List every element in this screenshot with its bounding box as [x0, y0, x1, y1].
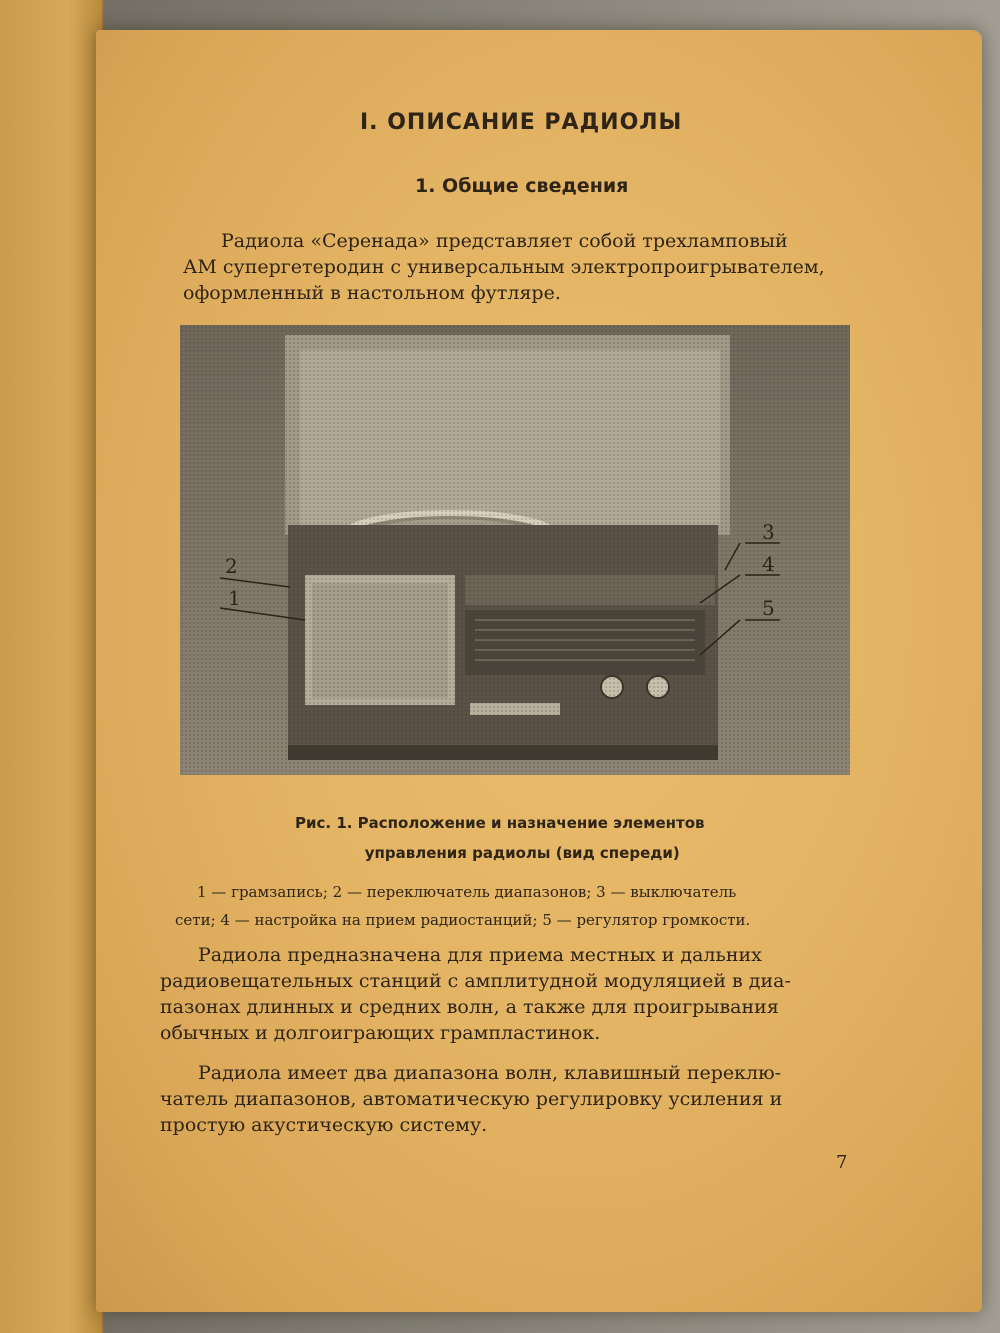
- intro-line: АМ супергетеродин с универсальным электропроигрывателем,: [183, 256, 825, 278]
- body-paragraph-1-line: Радиола предназначена для приема местных и дальних: [198, 944, 762, 966]
- body-paragraph-2-line: чатель диапазонов, автоматическую регулировку усиления и: [160, 1088, 783, 1110]
- body-paragraph-1-line: пазонах длинных и средних волн, а также для проигрывания: [160, 996, 779, 1018]
- radiogram-photo: [180, 325, 850, 775]
- callout-label-3: 3: [762, 520, 775, 544]
- callout-label-2: 2: [225, 554, 238, 578]
- body-paragraph-2-line: Радиола имеет два диапазона волн, клавишный переклю-: [198, 1062, 782, 1084]
- body-paragraph-1-line: обычных и долгоиграющих грампластинок.: [160, 1022, 601, 1044]
- callout-label-4: 4: [762, 552, 775, 576]
- radiogram-photo-drawing: [180, 325, 850, 775]
- figure-caption: [295, 808, 705, 868]
- subsection-title: 1. Общие сведения: [415, 175, 629, 197]
- intro-line: оформленный в настольном футляре.: [183, 282, 561, 304]
- figure-legend-line: 1 — грамзапись; 2 — переключатель диапазонов; 3 — выключатель: [197, 883, 737, 901]
- left-page-edge: [0, 0, 104, 1333]
- intro-line: Радиола «Серенада» представляет собой трехламповый: [221, 230, 788, 252]
- figure-legend: [175, 878, 751, 934]
- section-title: I. ОПИСАНИЕ РАДИОЛЫ: [360, 110, 683, 135]
- figure-caption-line: Рис. 1. Расположение и назначение элементов: [295, 814, 705, 832]
- body-text: [160, 942, 791, 1138]
- body-paragraph-2-line: простую акустическую систему.: [160, 1114, 488, 1136]
- figure-caption-line: управления радиолы (вид спереди): [364, 844, 680, 862]
- figure-legend-line: сети; 4 — настройка на прием радиостанций; 5 — регулятор громкости.: [175, 911, 751, 929]
- callout-label-5: 5: [762, 596, 775, 620]
- intro-paragraph: [183, 228, 825, 306]
- page-number: 7: [836, 1152, 848, 1173]
- callout-label-1: 1: [228, 586, 241, 610]
- body-paragraph-1-line: радиовещательных станций с амплитудной модуляцией в диа-: [160, 970, 791, 992]
